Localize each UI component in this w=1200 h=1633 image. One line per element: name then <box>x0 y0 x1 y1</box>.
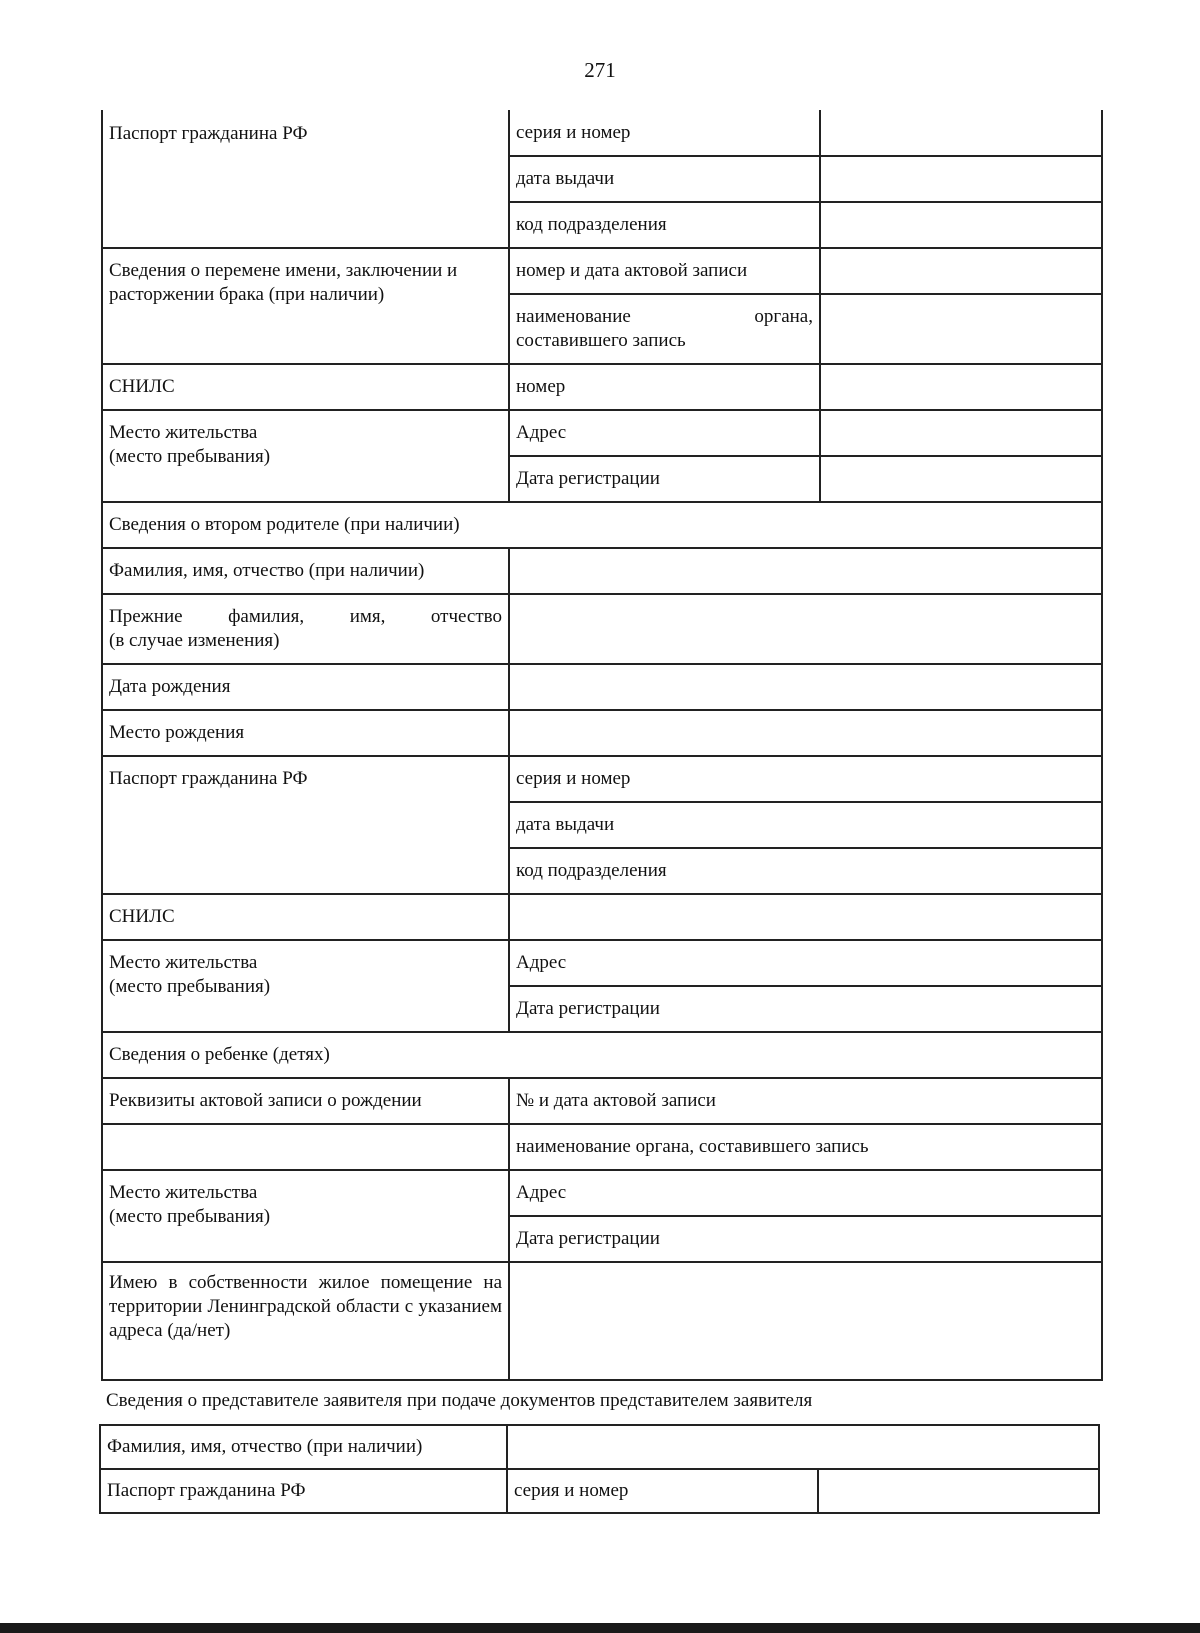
second-parent-snils-label: СНИЛС <box>102 894 509 940</box>
second-parent-snils-value[interactable] <box>509 894 1102 940</box>
representative-passport-label: Паспорт гражданина РФ <box>100 1469 507 1513</box>
name-change-authority-line2: составившего запись <box>516 330 686 351</box>
representative-heading: Сведения о представителе заявителя при подаче документов представителем заявителя <box>106 1390 813 1411</box>
name-change-authority-label <box>509 294 820 364</box>
second-parent-residence-registration-date[interactable]: Дата регистрации <box>509 986 1102 1032</box>
second-parent-residence-label <box>102 940 509 1032</box>
birth-record-authority[interactable]: наименование органа, составившего запись <box>509 1124 1102 1170</box>
child-residence-label <box>102 1170 509 1262</box>
second-parent-birth-date-value[interactable] <box>509 664 1102 710</box>
snils-label: СНИЛС <box>102 364 509 410</box>
name-change-authority-line1: наименование органа, <box>516 306 813 327</box>
name-change-authority-value[interactable] <box>820 294 1102 364</box>
birth-record-label: Реквизиты актовой записи о рождении <box>102 1078 509 1124</box>
passport-issue-date-label: дата выдачи <box>509 156 820 202</box>
second-parent-birth-place-value[interactable] <box>509 710 1102 756</box>
residence-label-line2: (место пребывания) <box>109 446 271 467</box>
child-residence-line1: Место жительства <box>109 1182 258 1203</box>
residence-label-line1: Место жительства <box>109 422 258 443</box>
scan-edge-bar <box>0 1623 1200 1633</box>
second-parent-former-name-line1: Прежние фамилия, имя, отчество <box>109 606 502 627</box>
name-change-label: Сведения о перемене имени, заключении и расторжении брака (при наличии) <box>102 248 509 364</box>
passport-issue-date-value[interactable] <box>820 156 1102 202</box>
name-change-record-label: номер и дата актовой записи <box>509 248 820 294</box>
second-parent-residence-line1: Место жительства <box>109 952 258 973</box>
representative-full-name-value[interactable] <box>507 1425 1099 1469</box>
second-parent-heading: Сведения о втором родителе (при наличии) <box>102 502 1102 548</box>
second-parent-passport-label: Паспорт гражданина РФ <box>102 756 509 894</box>
birth-record-empty-cell[interactable] <box>102 1124 509 1170</box>
snils-number-label: номер <box>509 364 820 410</box>
property-line4: адреса (да/нет) <box>109 1320 231 1341</box>
representative-full-name-label: Фамилия, имя, отчество (при наличии) <box>100 1425 507 1469</box>
snils-number-value[interactable] <box>820 364 1102 410</box>
second-parent-birth-date-label: Дата рождения <box>102 664 509 710</box>
property-line1: Имею в собственности жилое <box>109 1272 370 1293</box>
second-parent-passport-series-number[interactable]: серия и номер <box>509 756 1102 802</box>
residence-address-label: Адрес <box>509 410 820 456</box>
second-parent-passport-division-code[interactable]: код подразделения <box>509 848 1102 894</box>
property-ownership-value[interactable] <box>509 1262 1102 1380</box>
second-parent-former-name-label <box>102 594 509 664</box>
second-parent-passport-issue-date[interactable]: дата выдачи <box>509 802 1102 848</box>
representative-passport-series-number-label: серия и номер <box>507 1469 818 1513</box>
birth-record-number-date[interactable]: № и дата актовой записи <box>509 1078 1102 1124</box>
representative-passport-series-number-value[interactable] <box>818 1469 1099 1513</box>
passport-division-code-label: код подразделения <box>509 202 820 248</box>
representative-table <box>99 1424 1100 1514</box>
second-parent-former-name-line2: (в случае изменения) <box>109 630 280 651</box>
passport-series-number-label: серия и номер <box>509 110 820 156</box>
name-change-record-value[interactable] <box>820 248 1102 294</box>
residence-registration-date-label: Дата регистрации <box>509 456 820 502</box>
second-parent-residence-address[interactable]: Адрес <box>509 940 1102 986</box>
child-residence-registration-date[interactable]: Дата регистрации <box>509 1216 1102 1262</box>
passport-series-number-value[interactable] <box>820 110 1102 156</box>
applicant-details-table <box>101 110 1103 1381</box>
children-heading: Сведения о ребенке (детях) <box>102 1032 1102 1078</box>
property-line3: Ленинградской области с указанием <box>207 1296 502 1317</box>
second-parent-former-name-value[interactable] <box>509 594 1102 664</box>
property-line2: помещение на территории <box>109 1272 502 1317</box>
second-parent-residence-line2: (место пребывания) <box>109 976 271 997</box>
second-parent-full-name-value[interactable] <box>509 548 1102 594</box>
second-parent-full-name-label: Фамилия, имя, отчество (при наличии) <box>102 548 509 594</box>
passport-label: Паспорт гражданина РФ <box>102 110 509 248</box>
residence-address-value[interactable] <box>820 410 1102 456</box>
residence-registration-date-value[interactable] <box>820 456 1102 502</box>
residence-label <box>102 410 509 502</box>
second-parent-birth-place-label: Место рождения <box>102 710 509 756</box>
passport-division-code-value[interactable] <box>820 202 1102 248</box>
property-ownership-label <box>102 1262 509 1380</box>
child-residence-address[interactable]: Адрес <box>509 1170 1102 1216</box>
page-number: 271 <box>584 58 616 82</box>
child-residence-line2: (место пребывания) <box>109 1206 271 1227</box>
